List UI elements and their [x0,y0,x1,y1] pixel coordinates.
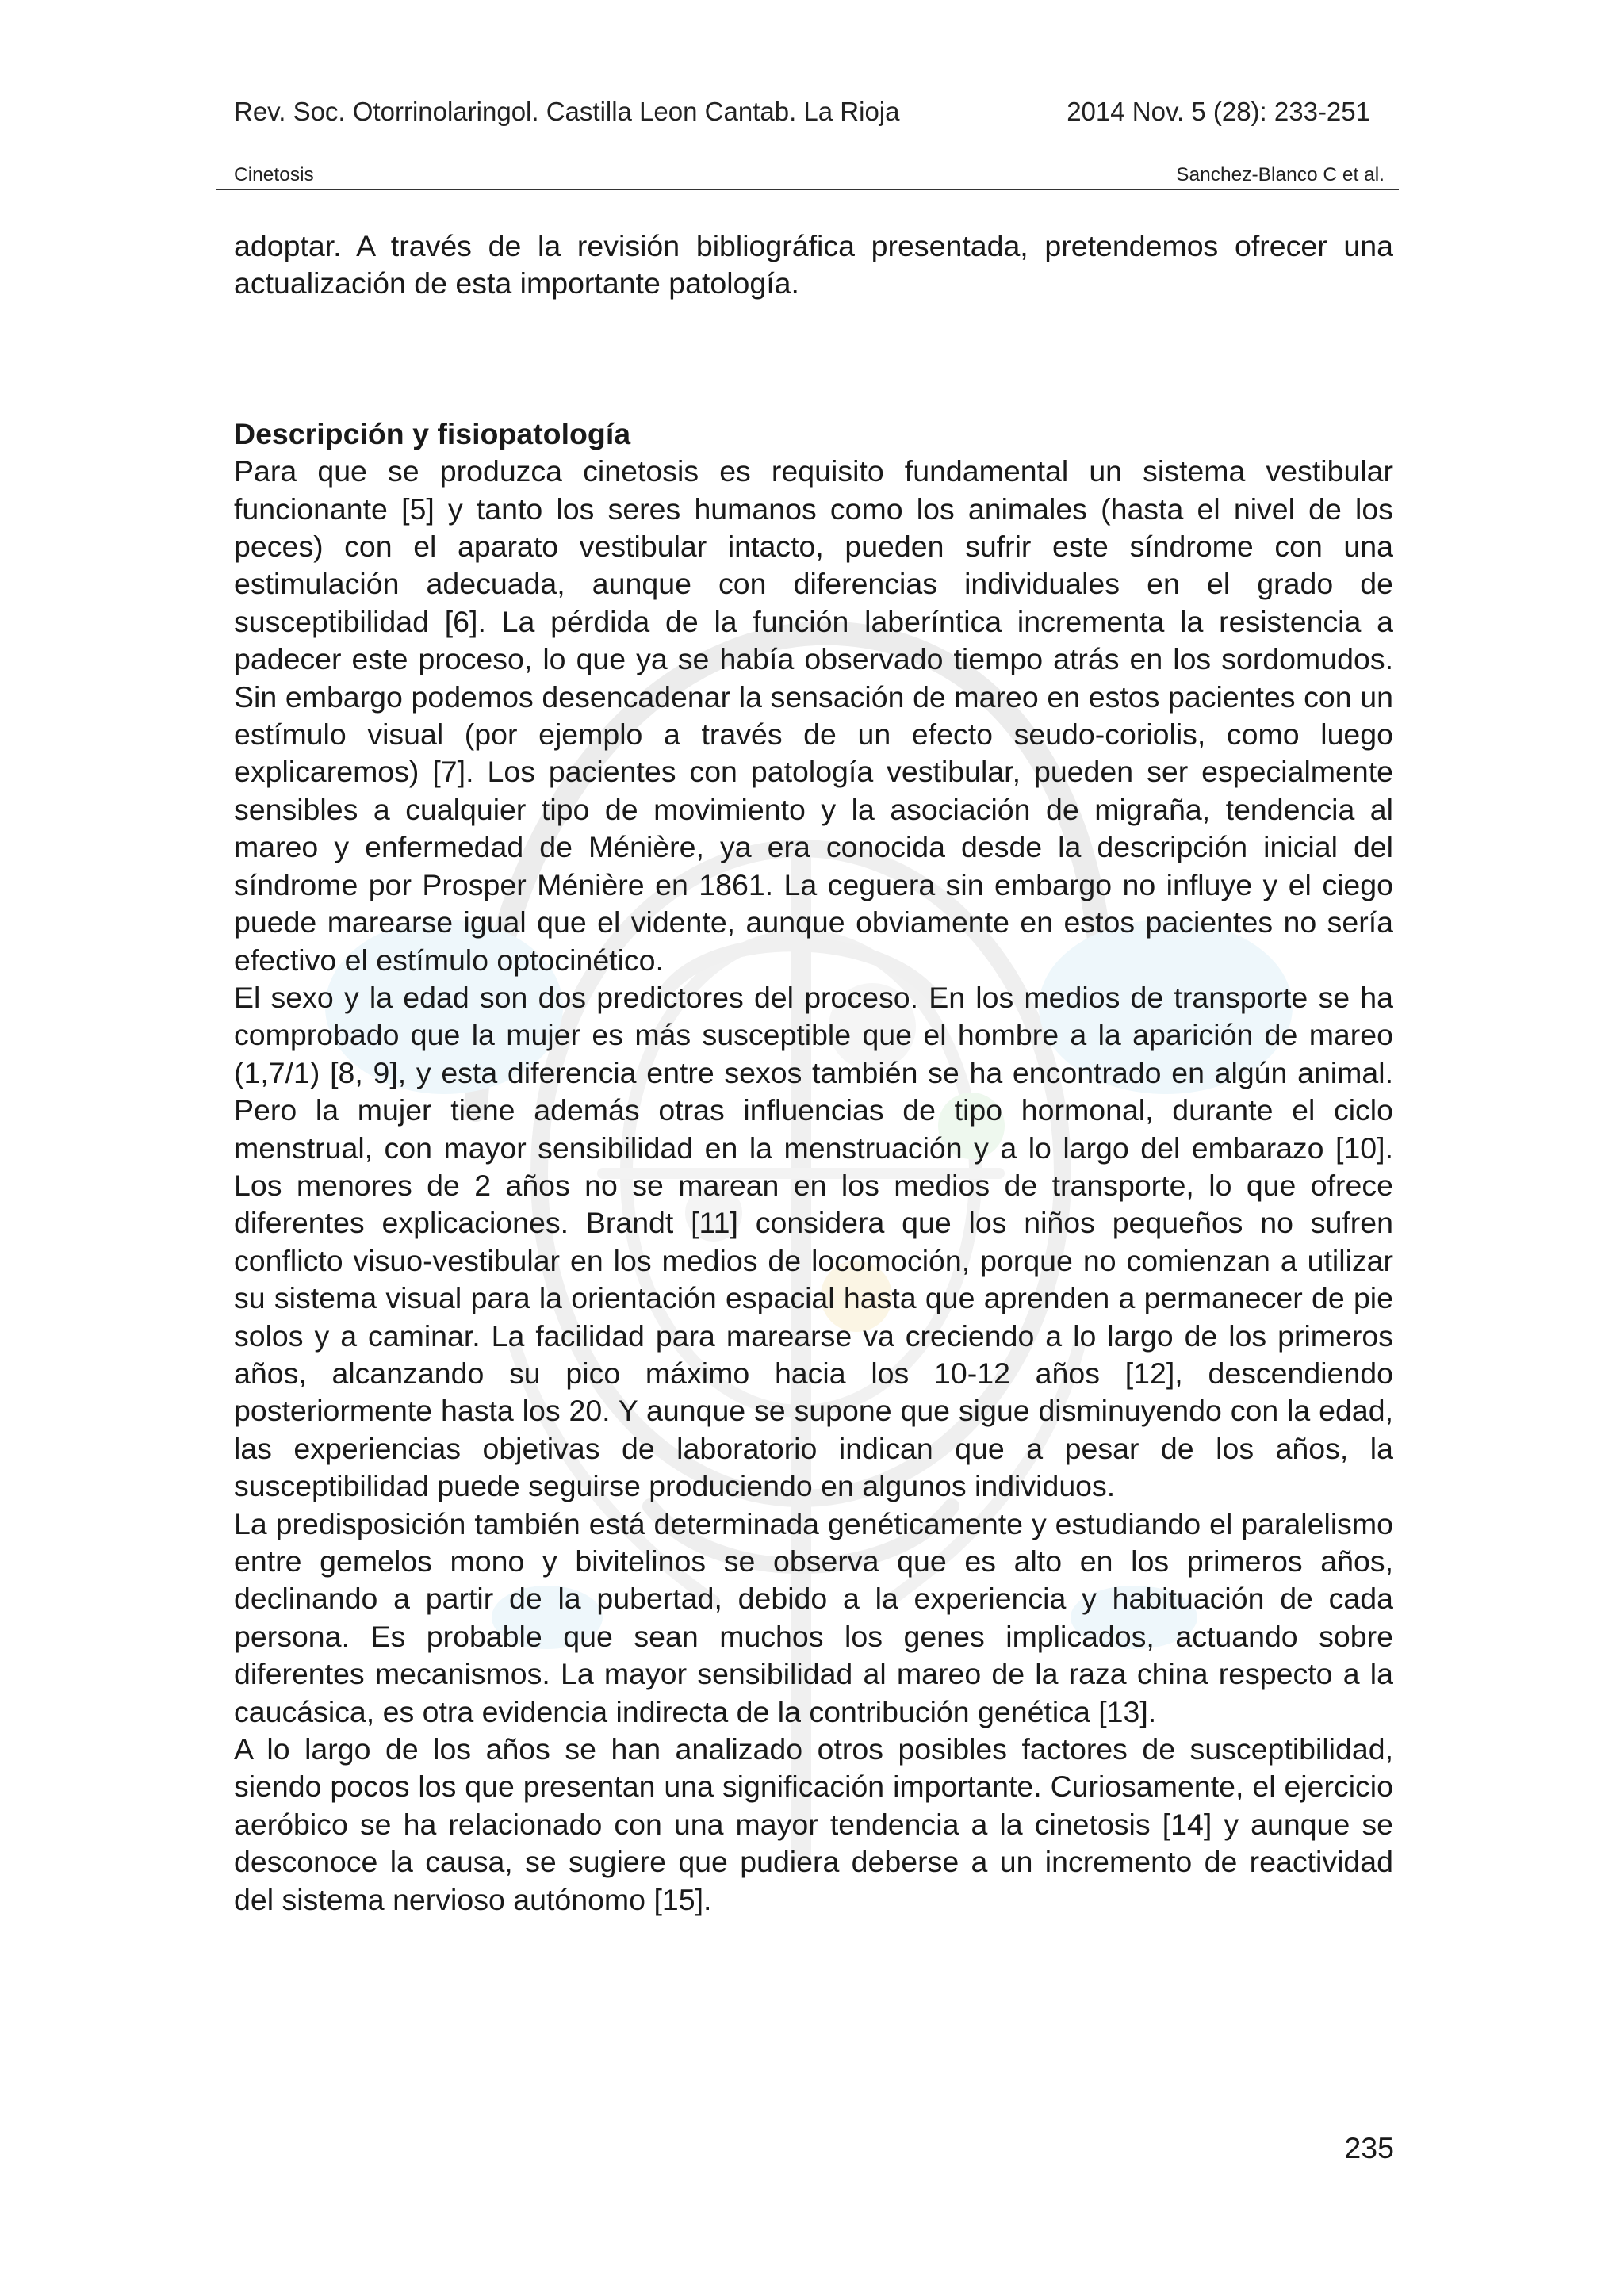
running-head-topic: Cinetosis [234,164,314,186]
header-rule [216,189,1399,190]
section-spacer [234,303,1393,415]
body-paragraph: La predisposición también está determinada genéticamente y estudiando el paralelismo entre gemelos mono y bivitelinos se observa que es alto en los primeros años, declinando a partir de la pubertad, debido a la experiencia y habituación de cada persona. Es probable que sean muchos los genes implicados, actuando sobre diferentes mecanismos. La mayor sensibilidad al mareo de la raza china respecto a la caucásica, es otra evidencia indirecta de la contribución genética [13]. [234,1506,1393,1728]
page-number: 235 [1344,2131,1394,2164]
running-head-authors: Sanchez-Blanco C et al. [1176,164,1385,186]
body-paragraph: A lo largo de los años se han analizado otros posibles factores de susceptibilidad, siendo pocos los que presentan una significación importante. Curiosamente, el ejercicio aeróbico se ha relacionado con una mayor tendencia a la cinetosis [14] y aunque se desconoce la causa, se sugiere que pudiera deberse a un incremento de reactividad del sistema nervioso autónomo [15]. [234,1732,1393,1916]
section-heading: Descripción y fisiopatología [234,416,631,450]
body-paragraph: Para que se produzca cinetosis es requisito fundamental un sistema vestibular funcionante [5] y tanto los seres humanos como los animales (hasta el nivel de los peces) con el aparato vestibular intacto, pueden sufrir este síndrome con una estimulación adecuada, aunque con diferencias individuales en el grado de susceptibilidad [6]. La pérdida de la función laberíntica incrementa la resistencia a padecer este proceso, lo que ya se había observado tiempo atrás en los sordomudos. Sin embargo podemos desencadenar la sensación de mareo en estos pacientes con un estímulo visual (por ejemplo a través de un efecto seudo-coriolis, como luego explicaremos) [7]. Los pacientes con patología vestibular, pueden ser especialmente sensibles a cualquier tipo de movimiento y la asociación de migraña, tendencia al mareo y enfermedad de Ménière, ya era conocida desde la descripción inicial del síndrome por Prosper Ménière en 1861. La ceguera sin embargo no influye y el ciego puede marearse igual que el vidente, aunque obviamente en estos pacientes no sería efectivo el estímulo optocinético. [234,454,1393,977]
journal-citation: Rev. Soc. Otorrinolaringol. Castilla Leon Cantab. La Rioja [234,97,900,126]
issue-citation: 2014 Nov. 5 (28): 233-251 [1067,97,1370,126]
article-body [234,228,1393,1919]
body-paragraph: El sexo y la edad son dos predictores del proceso. En los medios de transporte se ha comprobado que la mujer es más susceptible que el hombre a la aparición de mareo (1,7/1) [8, 9], y esta diferencia entre sexos también se ha encontrado en algún animal. Pero la mujer tiene además otras influencias de tipo hormonal, durante el ciclo menstrual, con mayor sensibilidad en la menstruación y a lo largo del embarazo [10]. Los menores de 2 años no se marean en los medios de transporte, lo que ofrece diferentes explicaciones. Brandt [11] considera que los niños pequeños no sufren conflicto visuo-vestibular en los medios de locomoción, porque no comienzan a utilizar su sistema visual para la orientación espacial hasta que aprenden a permanecer de pie solos y a caminar. La facilidad para marearse va creciendo a lo largo de los primeros años, alcanzando su pico máximo hacia los 10-12 años [12], descendiendo posteriormente hasta los 20. Y aunque se supone que sigue disminuyendo con la edad, las experiencias objetivas de laboratorio indican que a pesar de los años, la susceptibilidad puede seguirse produciendo en algunos individuos. [234,980,1393,1503]
intro-paragraph-continuation: adoptar. A través de la revisión bibliográfica presentada, pretendemos ofrecer una actualización de esta importante patología. [234,229,1393,300]
